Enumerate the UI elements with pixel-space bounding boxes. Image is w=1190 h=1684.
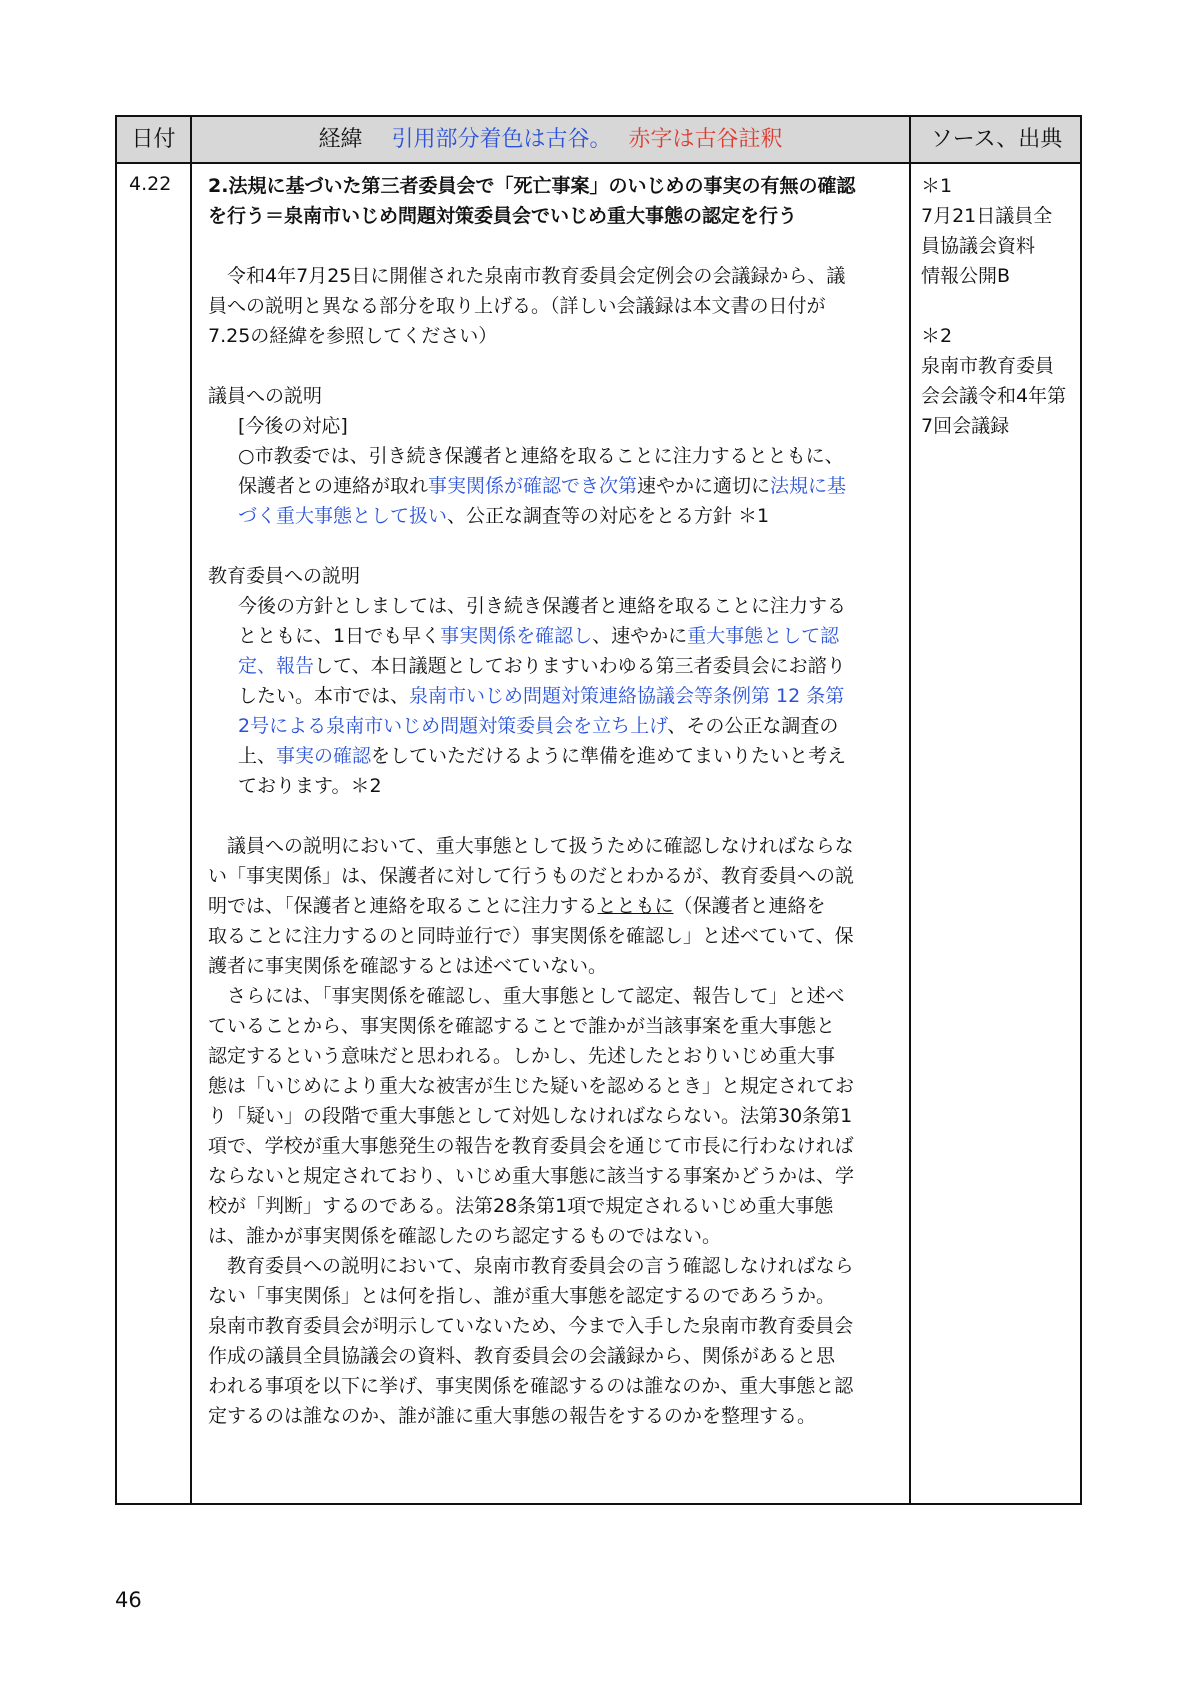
council-line: づく重大事態として扱い、公正な調査等の対応をとる方針 ＊1 <box>238 505 770 527</box>
intro-line: 7.25の経緯を参照してください） <box>208 325 498 347</box>
board-line: 定、報告して、本日議題としておりますいわゆる第三者委員会にお諮り <box>238 655 846 677</box>
title-line: を行う＝泉南市いじめ問題対策委員会でいじめ重大事態の認定を行う <box>208 205 798 227</box>
source-line: 7回会議録 <box>921 415 1010 437</box>
analysis-line: 議員への説明において、重大事態として扱うために確認しなければならな <box>227 835 854 857</box>
source-line: 泉南市教育委員 <box>921 355 1055 377</box>
column-divider-1 <box>190 117 192 1503</box>
source-line: 7月21日議員全 <box>921 205 1053 227</box>
column-divider-2 <box>909 117 911 1503</box>
analysis-line: 教育委員への説明において、泉南市教育委員会の言う確認しなければなら <box>227 1255 854 1277</box>
analysis-line: 項で、学校が重大事態発生の報告を教育委員会を通じて市長に行わなければ <box>208 1135 854 1157</box>
source-line: 情報公開B <box>921 265 1011 287</box>
analysis-line: 泉南市教育委員会が明示していないため、今まで入手した泉南市教育委員会 <box>208 1315 854 1337</box>
board-line: とともに、1日でも早く事実関係を確認し、速やかに重大事態として認 <box>238 625 840 647</box>
board-heading: 教育委員への説明 <box>208 565 361 587</box>
header-note-blue: 引用部分着色は古谷。 <box>391 127 612 152</box>
history-content <box>208 171 908 1431</box>
board-line: 2号による泉南市いじめ問題対策委員会を立ち上げ、その公正な調査の <box>238 715 839 737</box>
board-line: 上、事実の確認をしていただけるように準備を進めてまいりたいと考え <box>238 745 847 767</box>
header-history <box>192 117 909 162</box>
analysis-line: われる事項を以下に挙げ、事実関係を確認するのは誰なのか、重大事態と認 <box>208 1375 854 1397</box>
analysis-line: 態は「いじめにより重大な被害が生じた疑いを認めるとき」と規定されてお <box>208 1075 855 1097</box>
row-date: 4.22 <box>129 173 172 195</box>
analysis-line: さらには、「事実関係を確認し、重大事態として認定、報告して」と述べ <box>227 985 845 1007</box>
header-note-red: 赤字は古谷註釈 <box>628 127 783 152</box>
analysis-line: 護者に事実関係を確認するとは述べていない。 <box>208 955 608 977</box>
board-line: ております。＊2 <box>238 775 382 797</box>
analysis-line: 定するのは誰なのか、誰が誰に重大事態の報告をするのかを整理する。 <box>208 1405 817 1427</box>
analysis-line: ていることから、事実関係を確認することで誰かが当該事案を重大事態と <box>208 1015 836 1037</box>
analysis-line: は、誰かが事実関係を確認したのち認定するものではない。 <box>208 1225 722 1247</box>
board-line: 今後の方針としましては、引き続き保護者と連絡を取ることに注力する <box>238 595 847 617</box>
history-table <box>115 115 1082 1505</box>
header-source: ソース、出典 <box>930 127 1063 152</box>
source-line: 員協議会資料 <box>921 235 1036 257</box>
header-divider <box>117 162 1080 164</box>
analysis-line: 作成の議員全員協議会の資料、教育委員会の会議録から、関係があると思 <box>208 1345 836 1367</box>
source-mark-2: ＊2 <box>921 325 953 347</box>
header-date: 日付 <box>131 127 176 152</box>
analysis-line: 取ることに注力するのと同時並行で）事実関係を確認し」と述べていて、保 <box>208 925 854 947</box>
intro-line: 令和4年7月25日に開催された泉南市教育委員会定例会の会議録から、議 <box>227 265 846 287</box>
council-subheading: [今後の対応] <box>238 415 348 437</box>
source-column <box>921 171 1081 441</box>
header-history-label: 経緯 <box>318 127 363 152</box>
analysis-line: ならないと規定されており、いじめ重大事態に該当する事案かどうかは、学 <box>208 1165 855 1187</box>
intro-line: 員への説明と異なる部分を取り上げる。（詳しい会議録は本文書の日付が <box>208 295 826 317</box>
council-heading: 議員への説明 <box>208 385 323 407</box>
analysis-line: ない「事実関係」とは何を指し、誰が重大事態を認定するのであろうか。 <box>208 1285 836 1307</box>
analysis-line: り「疑い」の段階で重大事態として対処しなければならない。法第30条第1 <box>208 1105 853 1127</box>
source-mark-1: ＊1 <box>921 175 953 197</box>
council-line: 保護者との連絡が取れ事実関係が確認でき次第速やかに適切に法規に基 <box>238 475 847 497</box>
analysis-line: い「事実関係」は、保護者に対して行うものだとわかるが、教育委員への説 <box>208 865 855 887</box>
title-line: 2.法規に基づいた第三者委員会で「死亡事案」のいじめの事実の有無の確認 <box>208 175 856 197</box>
source-line: 会会議令和4年第 <box>921 385 1067 407</box>
page-number: 46 <box>115 1588 142 1612</box>
analysis-line: 校が「判断」するのである。法第28条第1項で規定されるいじめ重大事態 <box>208 1195 834 1217</box>
analysis-line: 認定するという意味だと思われる。しかし、先述したとおりいじめ重大事 <box>208 1045 836 1067</box>
analysis-line: 明では、「保護者と連絡を取ることに注力するとともに（保護者と連絡を <box>208 895 826 917</box>
board-line: したい。本市では、泉南市いじめ問題対策連絡協議会等条例第 12 条第 <box>238 685 845 707</box>
council-line: ○市教委では、引き続き保護者と連絡を取ることに注力するとともに、 <box>238 445 844 467</box>
